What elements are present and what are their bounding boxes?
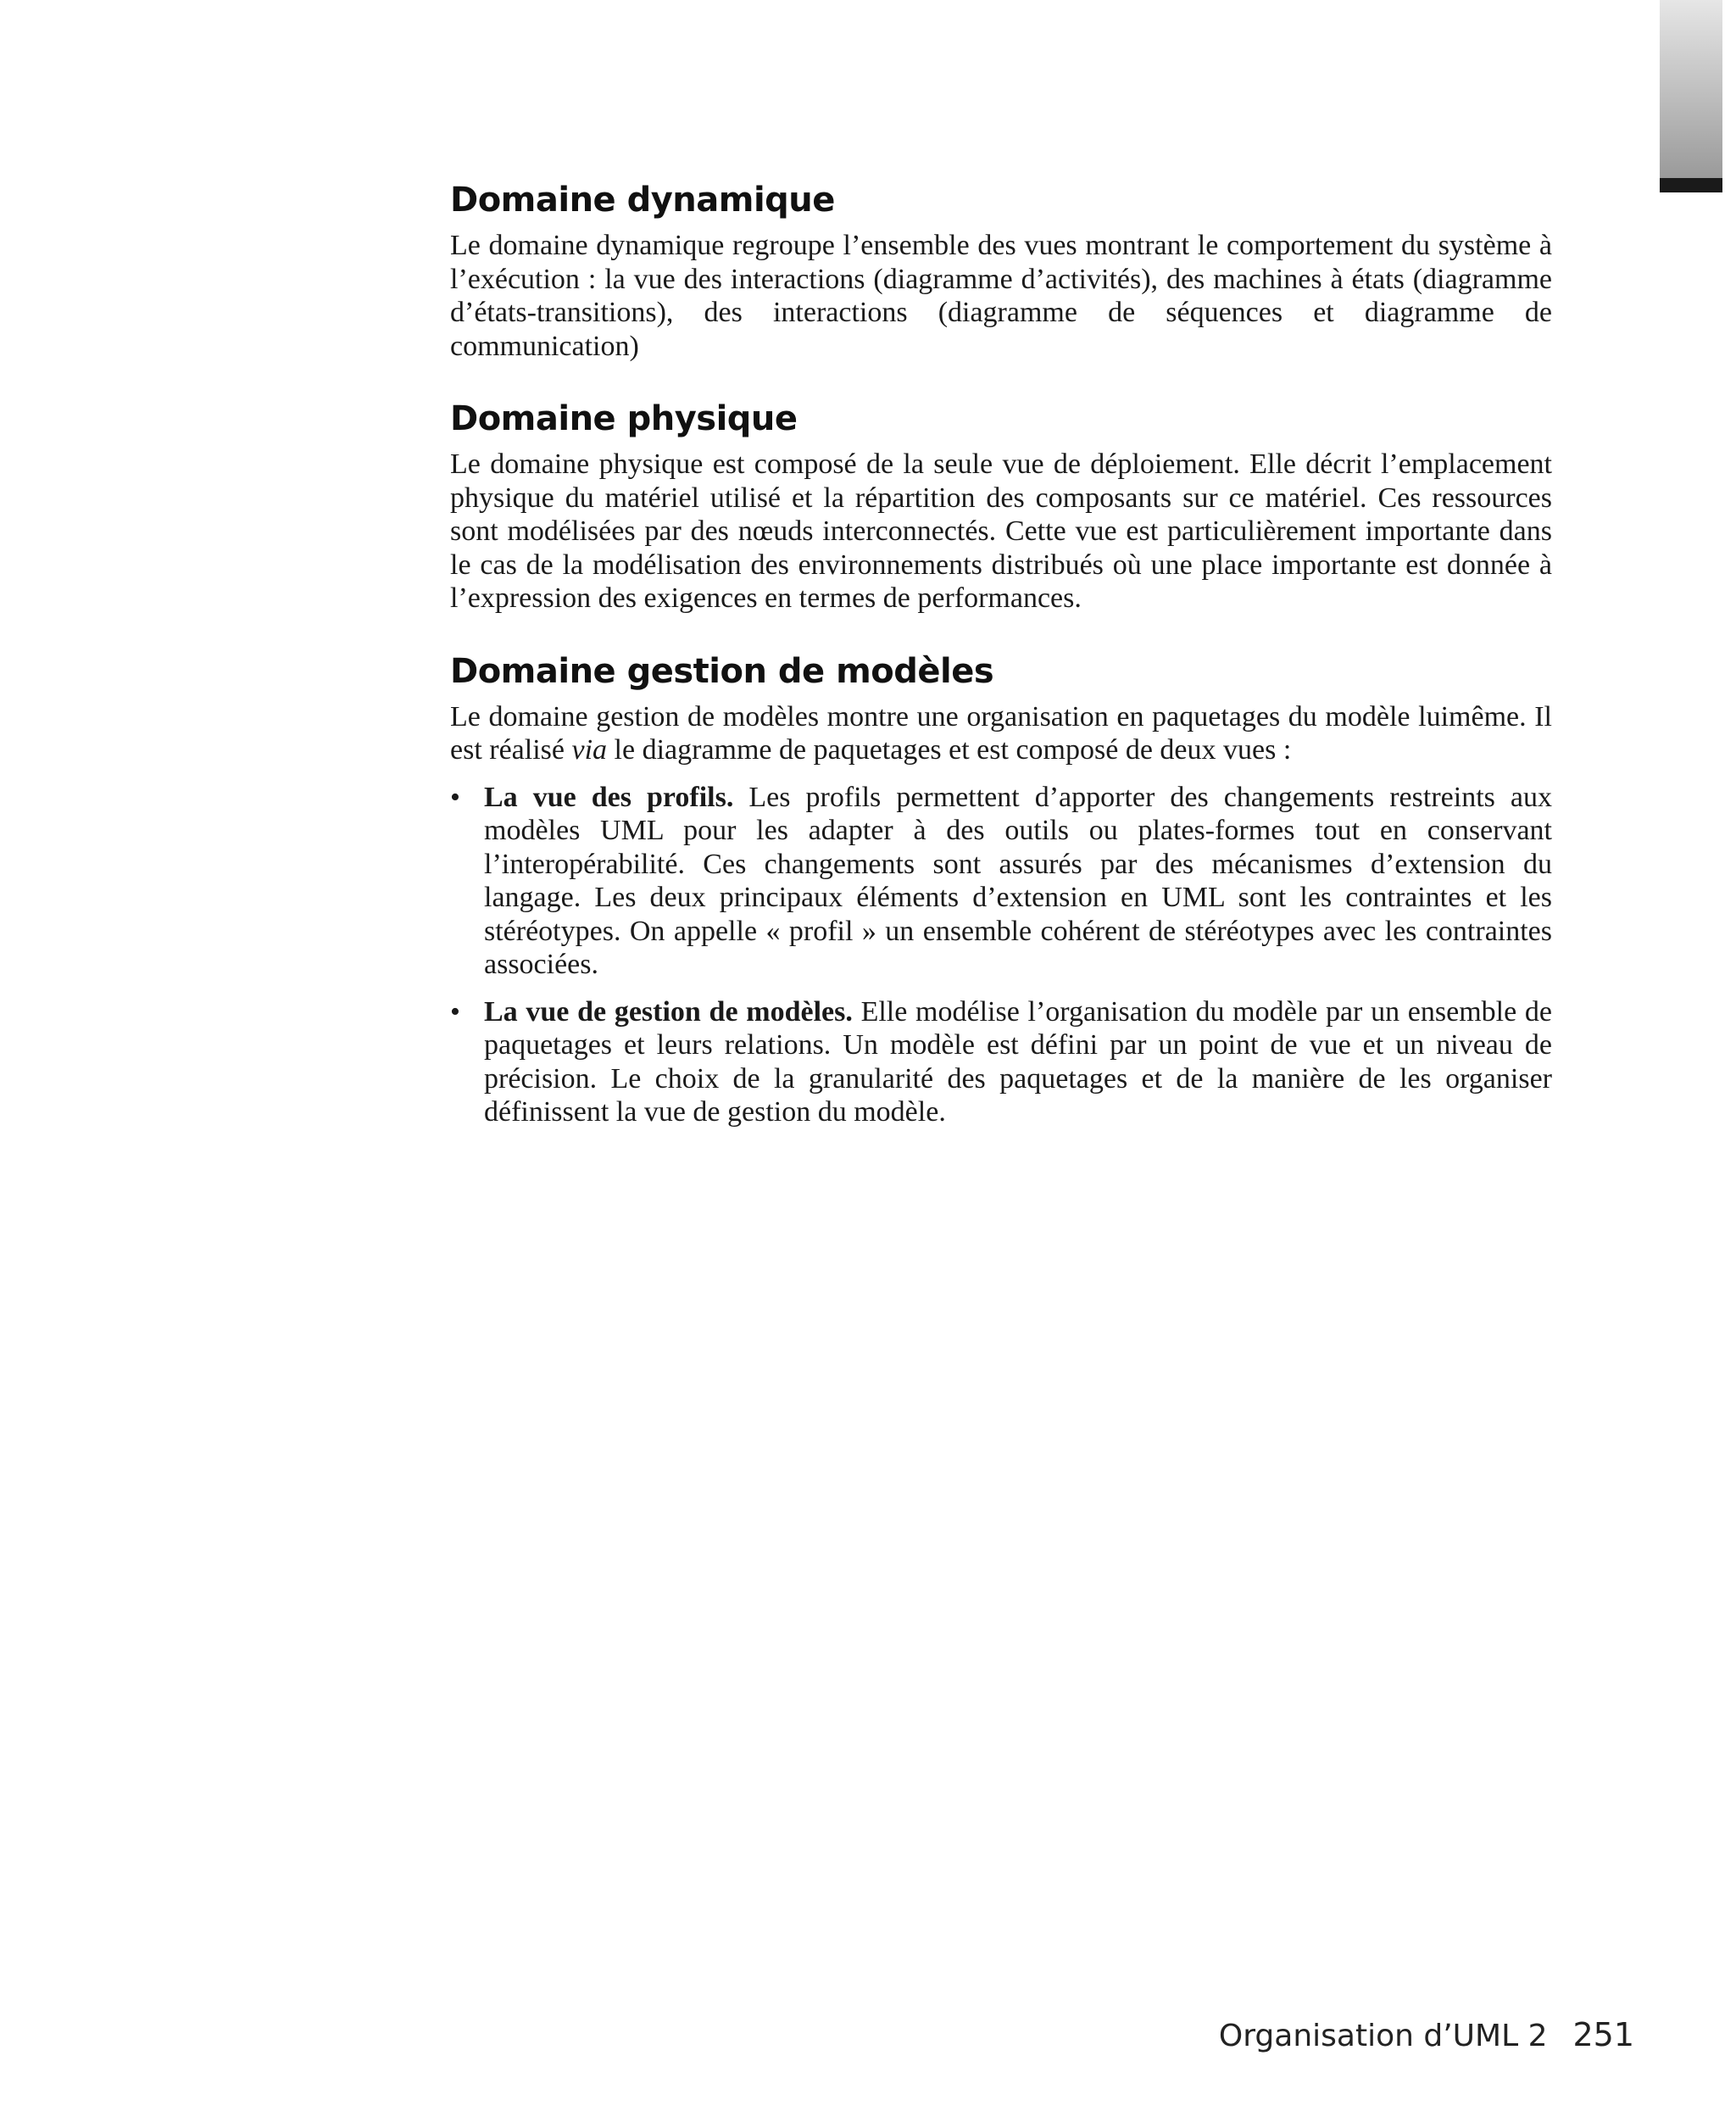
- bullet-list: [450, 781, 1552, 1129]
- paragraph-text-after: le diagramme de paquetages et est composé de deux vues :: [614, 734, 1292, 766]
- bullet-lead: La vue de gestion de modèles.: [484, 995, 853, 1028]
- section-paragraph: Le domaine physique est composé de la seule vue de déploiement. Elle décrit l’emplacement physique du matériel utilisé et la répartition des composants sur ce matériel. Ces ressources sont modélisées par des nœuds interconnectés. Cette vue est particulièrement importante dans le cas de la modélisation des environnements distribués où une place importante est donnée à l’expression des exigences en termes de performances.: [450, 448, 1552, 614]
- section-paragraph: [450, 700, 1552, 767]
- bullet-icon: •: [450, 781, 460, 813]
- chapter-thumb-tab: [1660, 0, 1722, 178]
- page-content: [450, 178, 1552, 1129]
- section-domaine-dynamique: [450, 178, 1552, 363]
- bullet-lead: La vue des profils.: [484, 781, 734, 813]
- chapter-thumb-bar: [1660, 178, 1722, 192]
- section-heading: Domaine dynamique: [450, 181, 835, 220]
- page-footer: [1219, 2016, 1634, 2053]
- section-heading: Domaine physique: [450, 399, 798, 438]
- bullet-icon: •: [450, 995, 460, 1028]
- bullet-item-gestion-modeles: [450, 995, 1552, 1129]
- chapter-title: Organisation d’UML 2: [1218, 2019, 1548, 2053]
- paragraph-italic-word: via: [571, 734, 608, 766]
- section-paragraph: Le domaine dynamique regroupe l’ensemble des vues montrant le comportement du système à l’exécution : la vue des interactions (diagramme d’activités), des machines à états (diagramme d’états-transitions), des interactions (diagramme de séquences et diagramme de communication): [450, 230, 1552, 362]
- page-number: 251: [1572, 2016, 1634, 2053]
- section-domaine-physique: [450, 397, 1552, 616]
- section-heading: Domaine gestion de modèles: [450, 651, 994, 691]
- bullet-item-profils: [450, 781, 1552, 982]
- bullet-text: Les profils permettent d’apporter des changements restreints aux modèles UML pour les adapter à des outils ou plates-formes tout en conservant l’interopérabilité. Ces changements sont assurés par des mécanismes d’extension du langage. Les deux principaux éléments d’extension en UML sont les contraintes et les stéréotypes. On appelle « profil » un ensemble cohérent de stéréotypes avec les contraintes associées.: [484, 781, 1552, 980]
- section-domaine-gestion-modeles: [450, 649, 1552, 1129]
- paragraph-text-before: Le domaine gestion de modèles montre une organisation en paquetages du modèle luimême. Il est réalisé: [450, 700, 1552, 766]
- bullet-text: Elle modélise l’organisation du modèle par un ensemble de paquetages et leurs relations. Un modèle est défini par un point de vue et un niveau de précision. Le choix de la granularité des paquetages et de la manière de les organiser définissent la vue de gestion du modèle.: [484, 995, 1552, 1128]
